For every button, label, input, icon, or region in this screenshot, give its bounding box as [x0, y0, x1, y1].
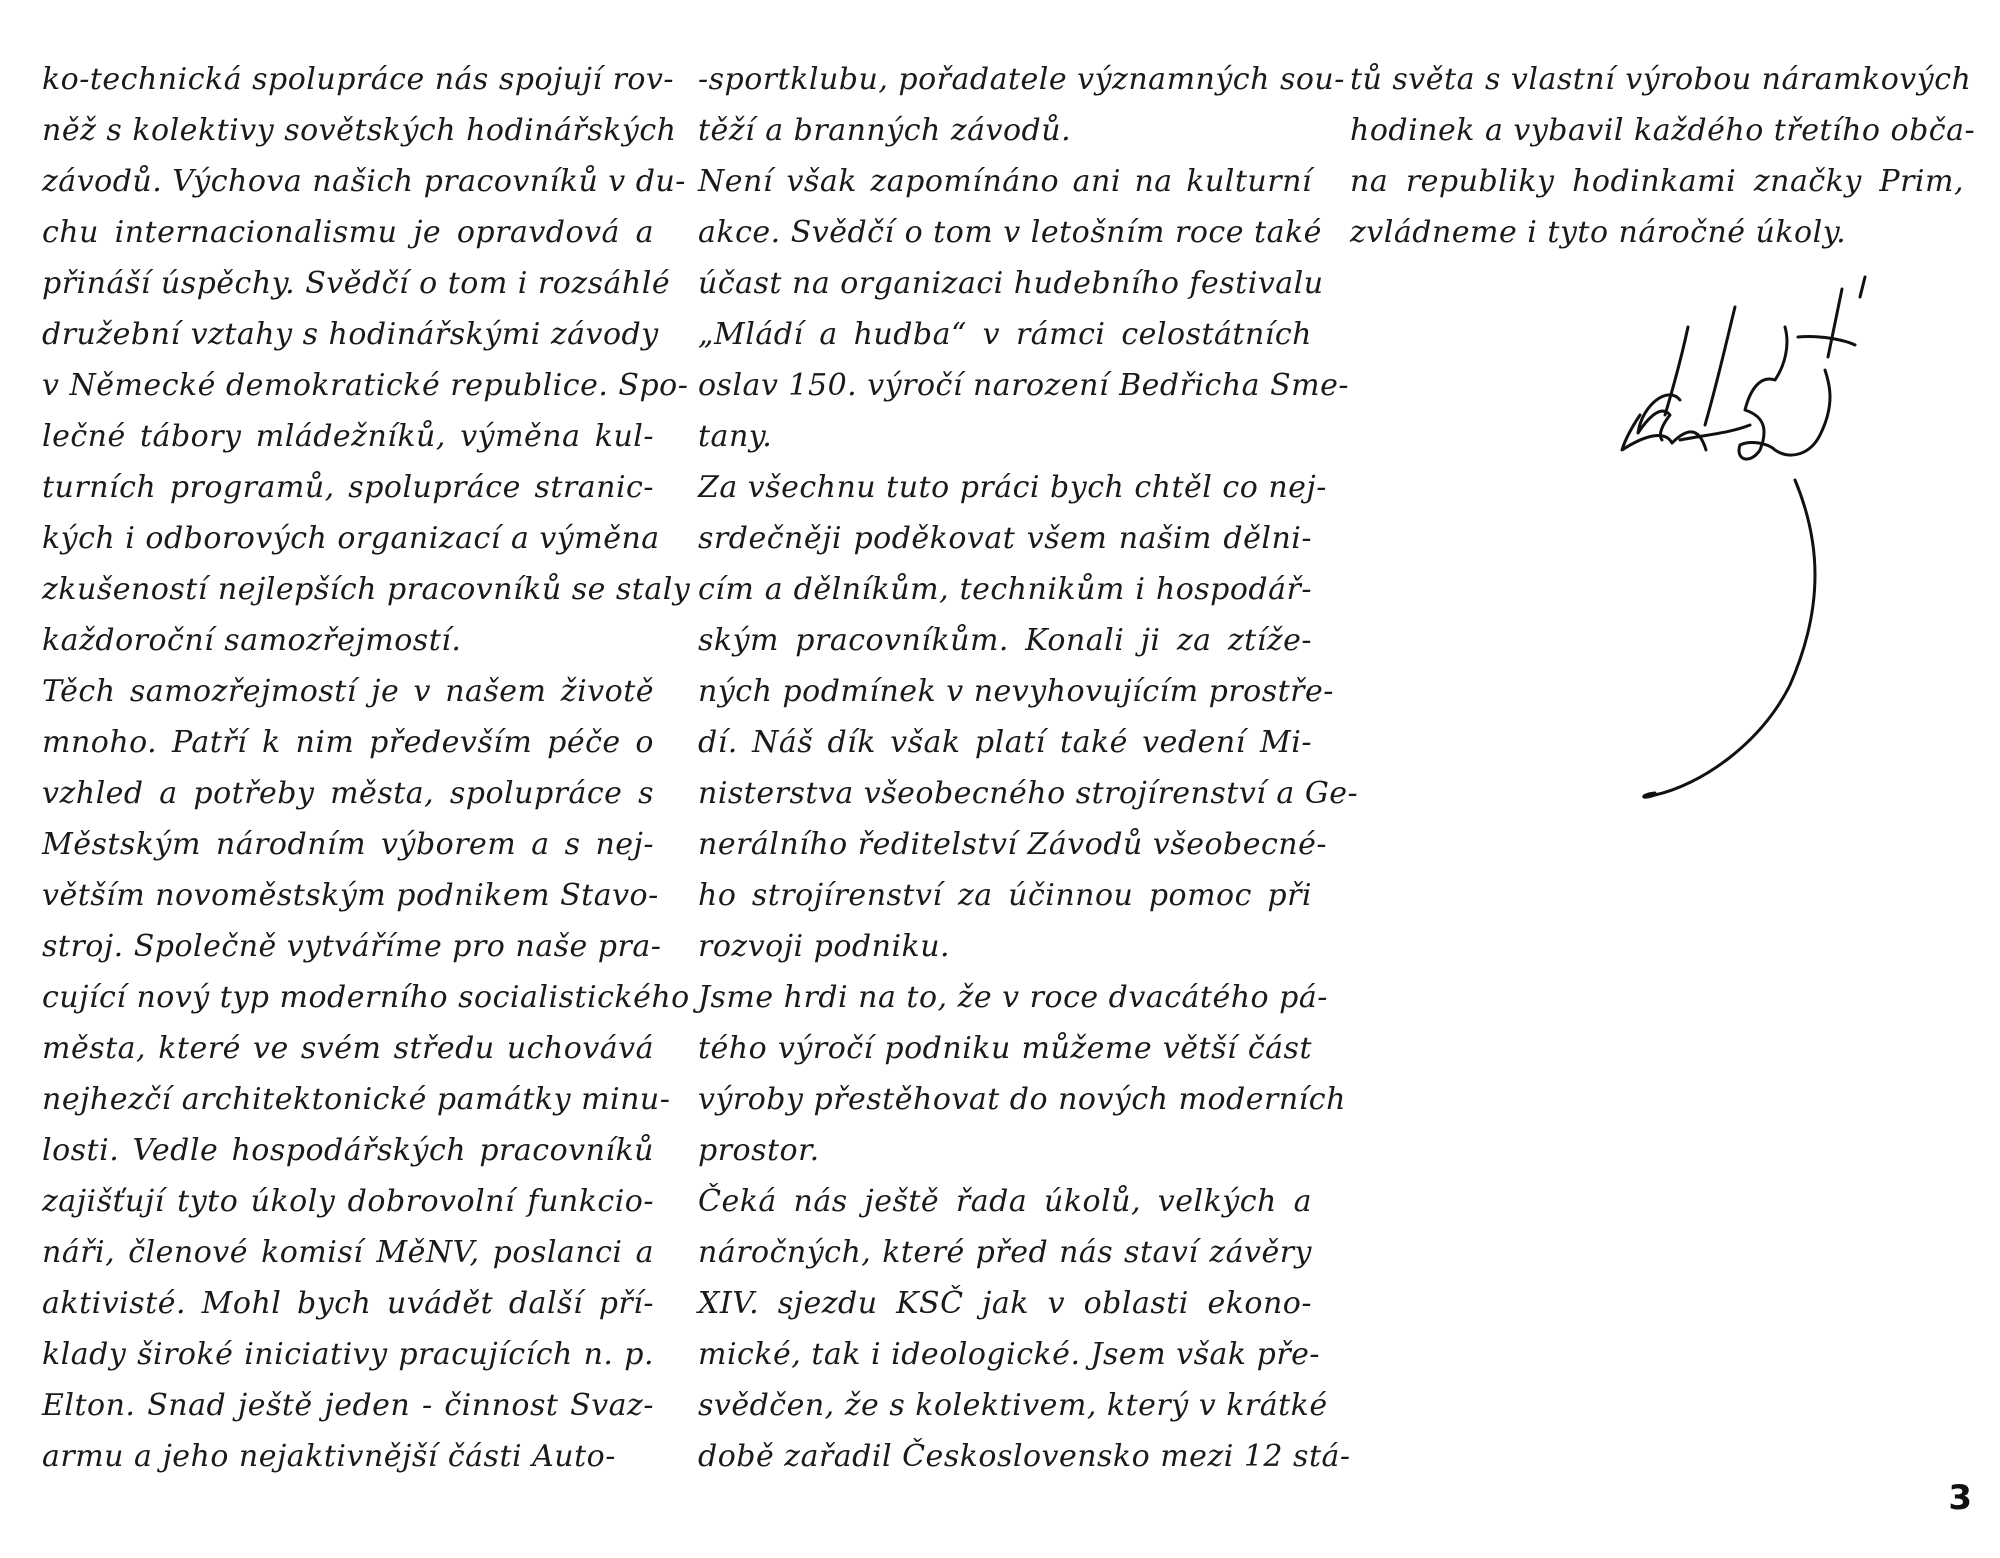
text-line: Elton. Snad ještě jeden - činnost Svaz-: [42, 1388, 654, 1423]
paragraph: [42, 666, 690, 1482]
text-line: klady široké iniciativy pracujících n. p.: [42, 1337, 654, 1372]
text-line: stroj. Společně vytváříme pro naše pra-: [42, 929, 662, 964]
handwritten-signature: [1610, 265, 1950, 825]
text-line: tů světa s vlastní výrobou náramkových: [1350, 62, 1972, 97]
text-line: družební vztahy s hodinářskými závody: [42, 317, 659, 352]
text-line: zajišťují tyto úkoly dobrovolní funkcio-: [42, 1184, 654, 1219]
text-line: hodinek a vybavil každého třetího obča-: [1350, 113, 1976, 148]
text-line: závodů. Výchova našich pracovníků v du-: [42, 164, 686, 199]
text-line: ho strojírenství za účinnou pomoc při: [698, 878, 1312, 913]
text-line: těží a branných závodů.: [698, 113, 1072, 148]
text-line: cující nový typ moderního socialistického: [42, 980, 690, 1015]
text-line: svědčen, že s kolektivem, který v krátké: [698, 1388, 1328, 1423]
text-line: Těch samozřejmostí je v našem životě: [42, 674, 654, 709]
text-line: Městským národním výborem a s nej-: [42, 827, 654, 862]
text-line: chu internacionalismu je opravdová a: [42, 215, 654, 250]
text-line: mnoho. Patří k nim především péče o: [42, 725, 654, 760]
paragraph: [1350, 54, 1976, 258]
text-line: rozvoji podniku.: [698, 929, 951, 964]
text-line: srdečněji poděkovat všem našim dělni-: [698, 521, 1312, 556]
text-line: účast na organizaci hudebního festivalu: [698, 266, 1324, 301]
text-line: nejhezčí architektonické památky minu-: [42, 1082, 671, 1117]
text-line: oslav 150. výročí narození Bedřicha Sme-: [698, 368, 1349, 403]
text-line: dí. Náš dík však platí také vedení Mi-: [698, 725, 1312, 760]
text-line: každoroční samozřejmostí.: [42, 623, 462, 658]
text-line: Čeká nás ještě řada úkolů, velkých a: [698, 1184, 1312, 1219]
text-line: nerálního ředitelství Závodů všeobecné-: [698, 827, 1327, 862]
signature-stroke: [1798, 337, 1855, 345]
text-line: losti. Vedle hospodářských pracovníků: [42, 1133, 654, 1168]
text-line: době zařadil Československo mezi 12 stá-: [698, 1439, 1351, 1474]
text-line: města, které ve svém středu uchovává: [42, 1031, 654, 1066]
text-line: ko-technická spolupráce nás spojují rov-: [42, 62, 675, 97]
paragraph: [698, 1176, 1351, 1482]
signature-stroke: [1828, 289, 1842, 357]
text-line: -sportklubu, pořadatele významných sou-: [698, 62, 1345, 97]
text-line: větším novoměstským podnikem Stavo-: [42, 878, 659, 913]
text-line: tého výročí podniku můžeme větší část: [698, 1031, 1312, 1066]
text-line: zvládneme i tyto náročné úkoly.: [1350, 215, 1847, 250]
text-line: akce. Svědčí o tom v letošním roce také: [698, 215, 1322, 250]
paragraph: [698, 54, 1345, 156]
signature-stroke: [1665, 327, 1688, 415]
text-column-3: [1350, 54, 1976, 258]
text-line: ským pracovníkům. Konali ji za ztíže-: [698, 623, 1312, 658]
text-line: zkušeností nejlepších pracovníků se staly: [42, 572, 691, 607]
page-number: 3: [1948, 1478, 1972, 1518]
text-line: náři, členové komisí MěNV, poslanci a: [42, 1235, 654, 1270]
text-line: Není však zapomínáno ani na kulturní: [698, 164, 1312, 199]
signature-stroke: [1860, 277, 1865, 297]
text-line: výroby přestěhovat do nových moderních: [698, 1082, 1346, 1117]
text-line: náročných, které před nás staví závěry: [698, 1235, 1312, 1270]
paragraph: [42, 54, 691, 666]
text-line: mické, tak i ideologické. Jsem však pře-: [698, 1337, 1321, 1372]
text-line: tany.: [698, 419, 773, 454]
signature-stroke: [1644, 480, 1815, 797]
paragraph: [698, 156, 1349, 462]
paragraph: [698, 462, 1359, 972]
text-line: kých i odborových organizací a výměna: [42, 521, 660, 556]
text-line: XIV. sjezdu KSČ jak v oblasti ekono-: [698, 1286, 1312, 1321]
signature-stroke: [1638, 395, 1680, 440]
text-line: přináší úspěchy. Svědčí o tom i rozsáhlé: [42, 266, 671, 301]
signature-stroke: [1705, 307, 1735, 425]
signature-stroke: [1739, 327, 1830, 459]
text-line: v Německé demokratické republice. Spo-: [42, 368, 689, 403]
text-line: něž s kolektivy sovětských hodinářských: [42, 113, 677, 148]
text-line: armu a jeho nejaktivnější části Auto-: [42, 1439, 616, 1474]
text-line: Za všechnu tuto práci bych chtěl co nej-: [698, 470, 1327, 505]
text-line: cím a dělníkům, technikům i hospodář-: [698, 572, 1312, 607]
text-column-2: [698, 54, 1359, 1482]
text-line: na republiky hodinkami značky Prim,: [1350, 164, 1964, 199]
text-line: turních programů, spolupráce stranic-: [42, 470, 654, 505]
text-line: lečné tábory mládežníků, výměna kul-: [42, 419, 654, 454]
text-line: „Mládí a hudba“ v rámci celostátních: [698, 317, 1312, 352]
text-line: ných podmínek v nevyhovujícím prostře-: [698, 674, 1334, 709]
text-line: Jsme hrdi na to, že v roce dvacátého pá-: [698, 980, 1328, 1015]
paragraph: [698, 972, 1346, 1176]
text-line: vzhled a potřeby města, spolupráce s: [42, 776, 654, 811]
text-column-1: [42, 54, 691, 1482]
signature-stroke: [1622, 415, 1706, 450]
text-line: aktivisté. Mohl bych uvádět další pří-: [42, 1286, 654, 1321]
text-line: prostor.: [698, 1133, 820, 1168]
text-line: nisterstva všeobecného strojírenství a Ge-: [698, 776, 1359, 811]
